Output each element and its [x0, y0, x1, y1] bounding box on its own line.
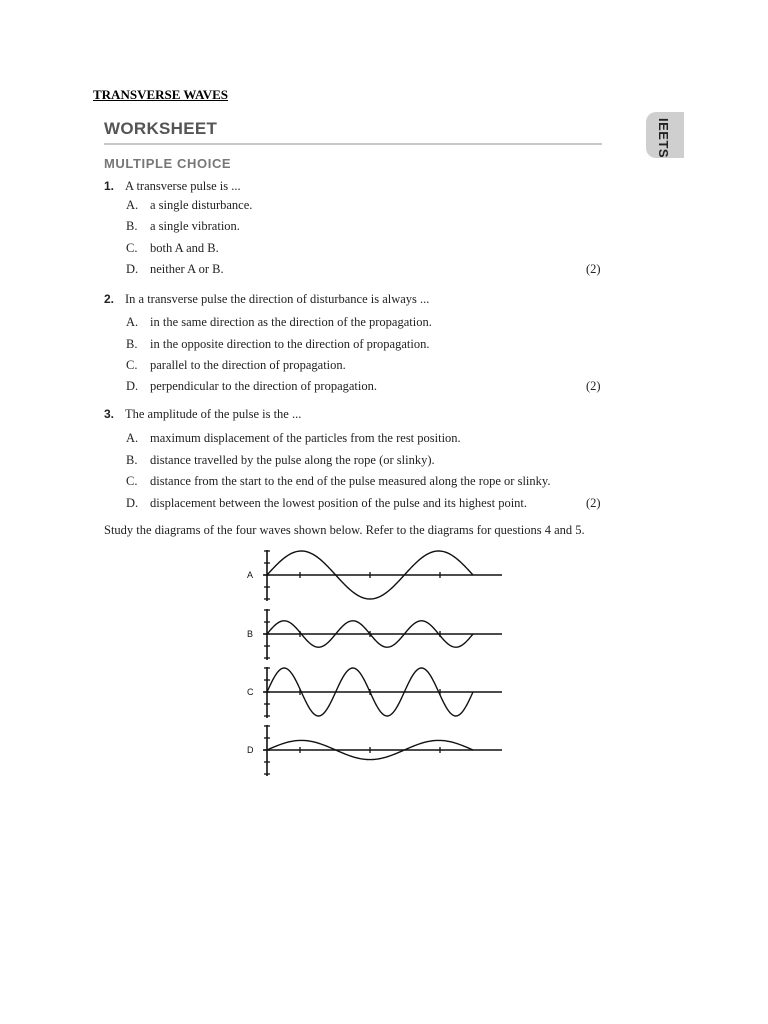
wave-diagram-c — [247, 667, 502, 718]
option-letter: A. — [126, 431, 139, 445]
option-text: distance travelled by the pulse along the rope (or slinky). — [150, 453, 435, 467]
option-letter: D. — [126, 379, 139, 393]
wave-diagrams — [240, 548, 510, 778]
option-letter: C. — [126, 474, 138, 488]
question-marks: (2) — [586, 262, 601, 276]
option-letter: B. — [126, 219, 138, 233]
option-letter: A. — [126, 315, 139, 329]
worksheet-heading: WORKSHEET — [104, 119, 602, 145]
option-text: in the opposite direction to the direction of propagation. — [150, 337, 430, 351]
option-letter: B. — [126, 337, 138, 351]
wave-label: D — [247, 745, 254, 755]
section-heading: MULTIPLE CHOICE — [104, 156, 232, 171]
wave-label: C — [247, 687, 254, 697]
option-text: perpendicular to the direction of propagation. — [150, 379, 378, 393]
diagram-intro: Study the diagrams of the four waves shown below. Refer to the diagrams for questions 4 and 5. — [104, 523, 585, 537]
wave-diagram-d — [247, 725, 502, 776]
option-letter: D. — [126, 262, 139, 276]
question-marks: (2) — [586, 496, 601, 510]
option-text: maximum displacement of the particles from the rest position. — [150, 431, 461, 445]
question-number: 2. — [104, 292, 115, 306]
question-marks: (2) — [586, 379, 601, 393]
question-text: The amplitude of the pulse is the ... — [125, 407, 302, 421]
option-letter: C. — [126, 241, 138, 255]
option-letter: B. — [126, 453, 138, 467]
side-tab-label: IEETS — [656, 118, 671, 159]
wave-label: B — [247, 629, 254, 639]
question-text: In a transverse pulse the direction of disturbance is always ... — [125, 292, 430, 306]
option-text: both A and B. — [150, 241, 219, 255]
page-title: TRANSVERSE WAVES — [93, 87, 228, 102]
option-letter: A. — [126, 198, 139, 212]
side-tab — [646, 112, 684, 158]
option-letter: C. — [126, 358, 138, 372]
option-text: displacement between the lowest position of the pulse and its highest point. — [150, 496, 528, 510]
option-text: neither A or B. — [150, 262, 224, 276]
option-text: a single disturbance. — [150, 198, 253, 212]
question-number: 3. — [104, 407, 115, 421]
option-text: parallel to the direction of propagation. — [150, 358, 346, 372]
question-number: 1. — [104, 179, 115, 193]
option-text: in the same direction as the direction of the propagation. — [150, 315, 432, 329]
option-text: a single vibration. — [150, 219, 240, 233]
question-text: A transverse pulse is ... — [125, 179, 241, 193]
option-letter: D. — [126, 496, 139, 510]
option-text: distance from the start to the end of the pulse measured along the rope or slinky. — [150, 474, 551, 488]
wave-diagram-b — [247, 609, 502, 660]
wave-label: A — [247, 570, 254, 580]
wave-diagram-a — [247, 550, 502, 601]
